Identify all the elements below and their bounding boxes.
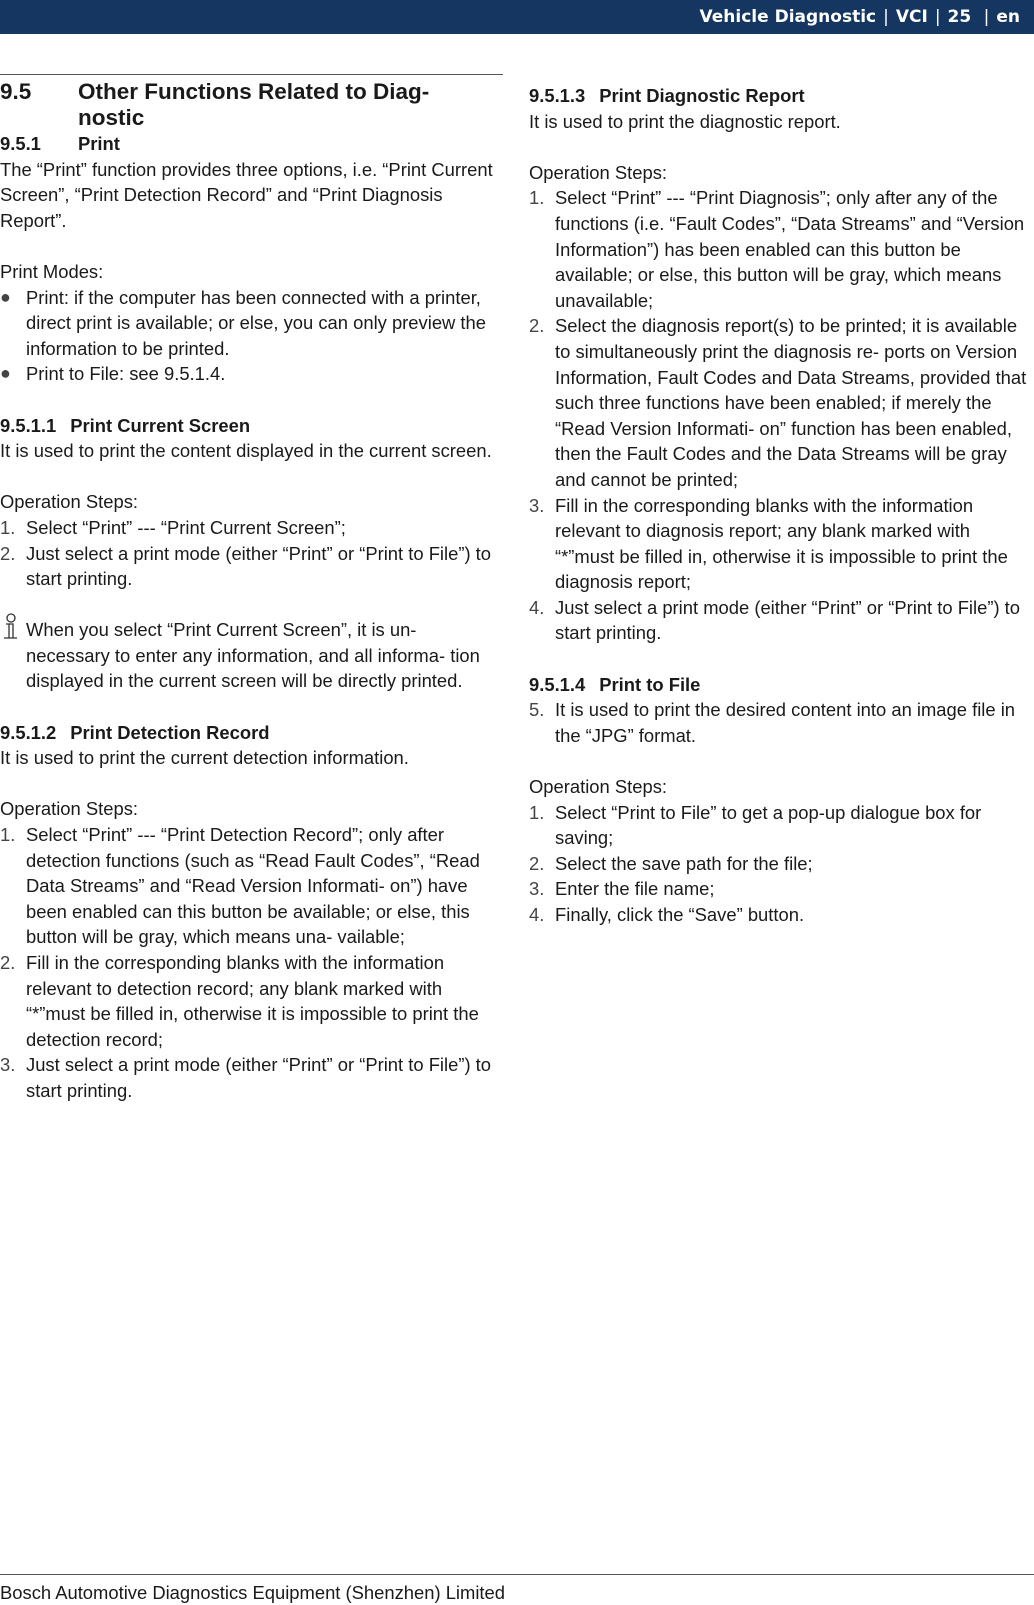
list-item: 4. Just select a print mode (either “Print” or “Print to File”) to start printing. bbox=[529, 596, 1021, 644]
operation-steps-label: Operation Steps: bbox=[0, 491, 139, 513]
page-footer: Bosch Automotive Diagnostics Equipment (Shenzhen) Limited bbox=[0, 1582, 505, 1603]
bullet-icon: ● bbox=[0, 286, 11, 307]
info-icon bbox=[2, 613, 20, 641]
list-item: ● Print: if the computer has been connected with a printer, direct print is available; or else, you can only preview the information to be printed. bbox=[0, 285, 503, 362]
header-product: VCI bbox=[895, 7, 928, 27]
list-item: 2. Select the diagnosis report(s) to be printed; it is available to simultaneously print the diagnosis re- ports on Version Information, Fault Codes and Data Streams, provided that such three functions have been enabled; if merely the “Read Version Informati- on” function has been enabled, then the Fault Codes and the Data Streams will be gray and cannot be printed; bbox=[529, 315, 1027, 490]
list-item: 2. Just select a print mode (either “Print” or “Print to File”) to start printing. bbox=[0, 542, 492, 590]
list-item: 1. Select “Print to File” to get a pop-up dialogue box for saving; bbox=[529, 801, 982, 849]
heading-9-5-1 bbox=[0, 131, 503, 157]
print-to-file-desc-list bbox=[529, 697, 1034, 748]
heading-9-5 bbox=[0, 79, 503, 131]
right-column bbox=[529, 83, 1034, 928]
print-diagnostic-report-desc: It is used to print the diagnostic report. bbox=[529, 110, 841, 132]
list-item: 2. Select the save path for the file; bbox=[529, 852, 813, 874]
heading-title: Other Functions Related to Diag- nostic bbox=[78, 79, 430, 130]
info-note-text: When you select “Print Current Screen”, it is un- necessary to enter any information, and all informa- tion displayed in the current screen will be directly printed. bbox=[26, 619, 480, 692]
left-column bbox=[0, 74, 503, 1104]
list-item: 1. Select “Print” --- “Print Detection Record”; only after detection functions (such as “Read Fault Codes”, “Read Data Streams” and “Read Version Informati- on”) have been enabled can this button be available; or else, this button will be gray, which means una- vailable; bbox=[0, 824, 480, 948]
print-modes-label: Print Modes: bbox=[0, 260, 104, 282]
print-current-screen-steps bbox=[0, 515, 503, 592]
print-detection-record-desc: It is used to print the current detection information. bbox=[0, 747, 409, 769]
bullet-icon: ● bbox=[0, 363, 11, 384]
print-modes-list bbox=[0, 285, 503, 387]
list-item: 3. Just select a print mode (either “Print” or “Print to File”) to start printing. bbox=[0, 1054, 492, 1101]
print-detection-record-steps bbox=[0, 822, 503, 1104]
heading-9-5-1-4: 9.5.1.4 Print to File bbox=[529, 673, 701, 695]
print-intro-paragraph: The “Print” function provides three options, i.e. “Print Current Screen”, “Print Detection Record” and “Print Diagnosis Report”. bbox=[0, 158, 493, 231]
heading-9-5-1-2: 9.5.1.2 Print Detection Record bbox=[0, 721, 270, 743]
info-note bbox=[0, 617, 503, 694]
list-item: 1. Select “Print” --- “Print Current Screen”; bbox=[0, 516, 346, 538]
header-language: en bbox=[996, 7, 1020, 27]
heading-number: 9.5 bbox=[0, 79, 32, 104]
heading-title: Print bbox=[78, 133, 120, 154]
print-diagnostic-report-steps bbox=[529, 185, 1034, 646]
heading-number: 9.5.1 bbox=[0, 133, 41, 154]
list-item: 3. Enter the file name; bbox=[529, 878, 715, 900]
operation-steps-label: Operation Steps: bbox=[0, 798, 139, 820]
heading-9-5-1-3: 9.5.1.3 Print Diagnostic Report bbox=[529, 85, 805, 106]
list-item: 4. Finally, click the “Save” button. bbox=[529, 904, 805, 925]
list-item: 3. Fill in the corresponding blanks with the information relevant to diagnosis report; any blank marked with “*”must be filled in, otherwise it is impossible to print the diagnosis report; bbox=[529, 494, 1008, 593]
footer-rule bbox=[0, 1574, 1034, 1575]
header-page-number: 25 bbox=[947, 7, 972, 27]
header-title: Vehicle Diagnostic bbox=[699, 7, 877, 27]
heading-9-5-1-1: 9.5.1.1 Print Current Screen bbox=[0, 414, 251, 436]
operation-steps-label: Operation Steps: bbox=[529, 161, 668, 183]
page-header-bar: Vehicle Diagnostic | VCI | 25 | en bbox=[0, 0, 1034, 34]
list-item: 2. Fill in the corresponding blanks with the information relevant to detection record; any blank marked with “*”must be filled in, otherwise it is impossible to print the detection record; bbox=[0, 952, 479, 1050]
operation-steps-label: Operation Steps: bbox=[529, 776, 668, 798]
list-item: 1. Select “Print” --- “Print Diagnosis”; only after any of the functions (i.e. “Fault Codes”, “Data Streams” and “Version Information”) has been enabled can this button be available; or else, this button will be gray, which means unavailable; bbox=[529, 187, 1025, 311]
print-to-file-steps bbox=[529, 800, 1034, 928]
list-item: 5. It is used to print the desired content into an image file in the “JPG” format. bbox=[529, 699, 1016, 746]
list-item: ● Print to File: see 9.5.1.4. bbox=[0, 361, 503, 387]
print-current-screen-desc: It is used to print the content displayed in the current screen. bbox=[0, 440, 492, 462]
